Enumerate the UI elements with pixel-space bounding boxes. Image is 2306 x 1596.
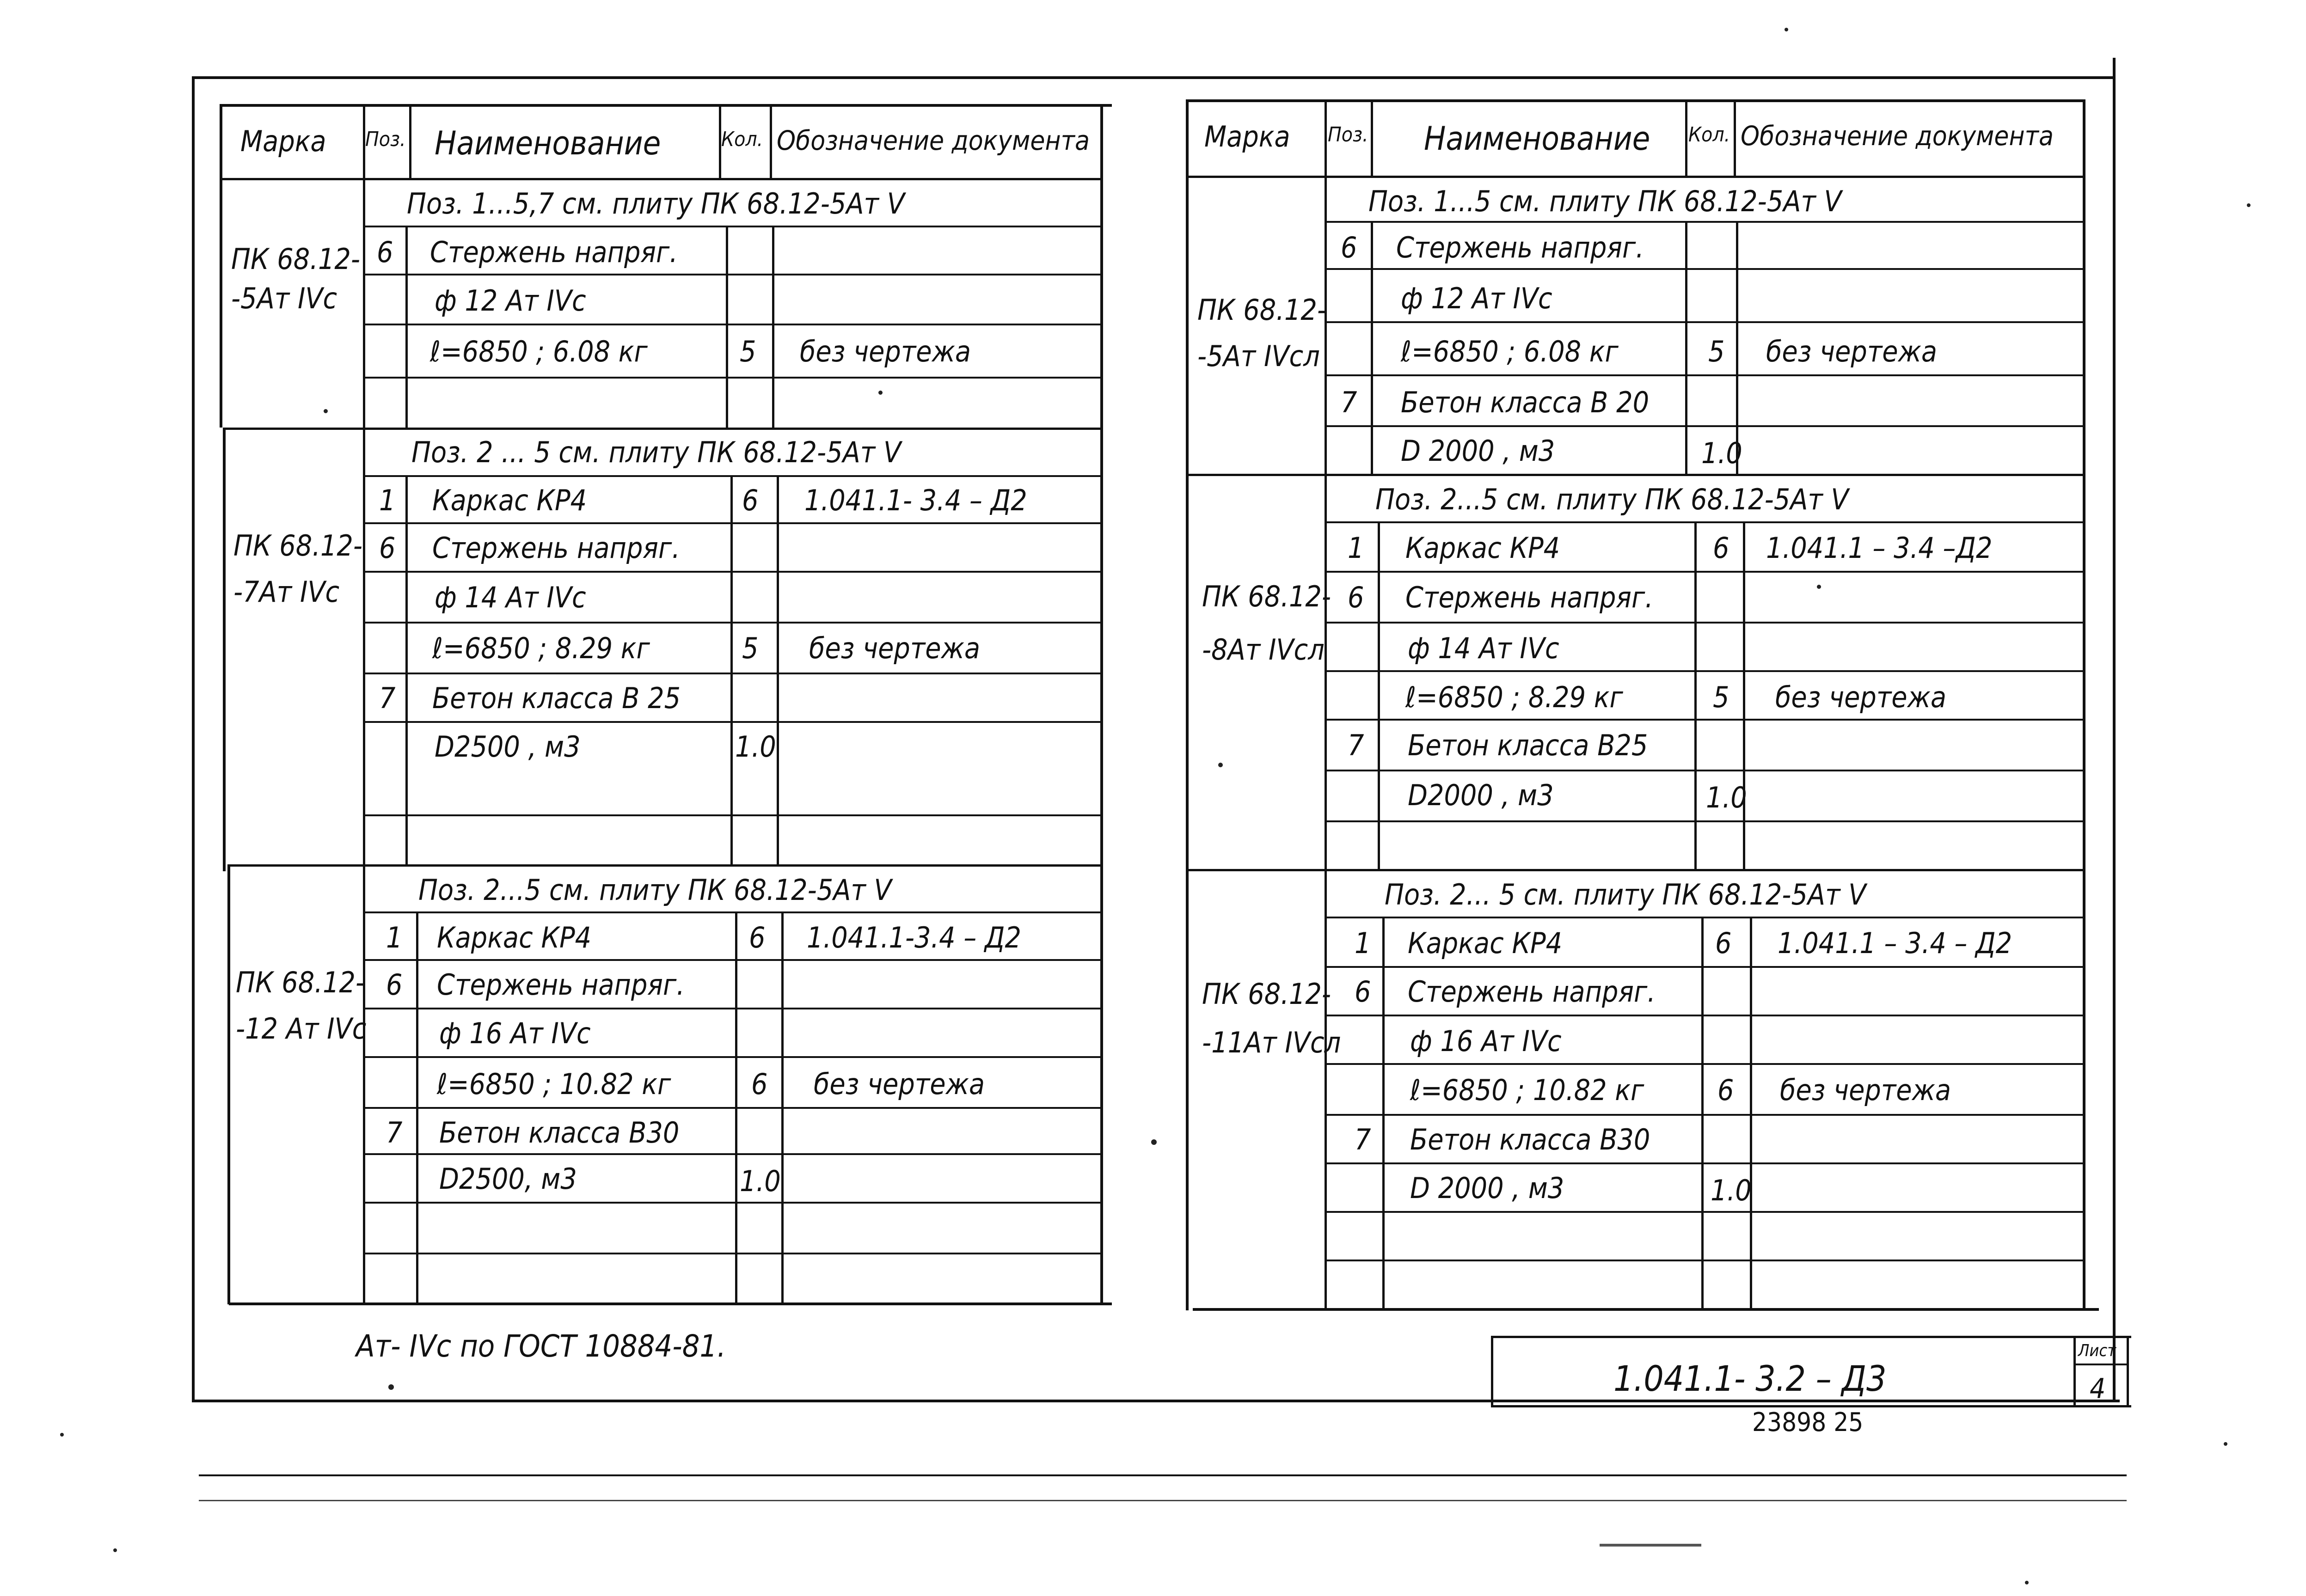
- right-g3-r6-qty: 1.0: [1711, 1174, 1752, 1207]
- left-g3-r2-name: Стержень напряг.: [437, 968, 685, 1002]
- right-g2-r1-name: Каркас КР4: [1405, 531, 1560, 565]
- right-g1-r3-qty: 5: [1708, 335, 1725, 368]
- right-g3-r3-name: ф 16 Ат IVс: [1410, 1024, 1562, 1058]
- scan-mark: [1600, 1544, 1701, 1547]
- left-header-pos: Поз.: [365, 128, 406, 151]
- left-g3-r4-qty: 6: [751, 1067, 768, 1101]
- right-g3-r1-name: Каркас КР4: [1408, 926, 1563, 960]
- left-g2-r5-name: Бетон класса В 25: [432, 681, 681, 715]
- left-g3-r6-name: D2500, м3: [439, 1162, 577, 1196]
- left-g3-r1-qty: 6: [749, 921, 766, 954]
- right-header-mark: Марка: [1204, 120, 1290, 153]
- left-g1-r1-pos: 6: [377, 235, 393, 269]
- left-g1-r2-name: ф 12 Ат IVс: [435, 284, 586, 318]
- left-g1-r3-doc: без чертежа: [800, 335, 971, 368]
- speck: [388, 1384, 394, 1390]
- left-g2-r1-pos: 1: [379, 483, 396, 517]
- frame-bottom: [192, 1400, 2120, 1402]
- speck: [324, 409, 328, 413]
- right-g2-mark-line1: ПК 68.12-: [1202, 580, 1331, 613]
- right-g2-r4-doc: без чертежа: [1775, 680, 1947, 714]
- right-header-doc: Обозначение документа: [1741, 120, 2054, 152]
- right-g1-r3-name: ℓ=6850 ; 6.08 кг: [1401, 335, 1619, 368]
- left-g2-r4-qty: 5: [742, 631, 759, 665]
- left-g2-r1-doc: 1.041.1- 3.4 – Д2: [804, 483, 1027, 517]
- speck: [1151, 1139, 1157, 1145]
- speck: [2224, 1442, 2227, 1446]
- right-g2-r2-name: Стержень напряг.: [1405, 581, 1653, 614]
- left-g3-r4-doc: без чертежа: [814, 1067, 985, 1101]
- right-g1-r4-name: Бетон класса В 20: [1401, 385, 1650, 419]
- speck: [1785, 28, 1788, 31]
- frame-top: [192, 76, 2115, 79]
- left-g2-r2-pos: 6: [379, 531, 396, 565]
- right-g1-r5-name: D 2000 , м3: [1401, 434, 1555, 468]
- left-header-mark: Марка: [240, 124, 326, 158]
- right-g1-r5-qty: 1.0: [1701, 436, 1742, 470]
- left-g2-ref: Поз. 2 ... 5 см. плиту ПК 68.12-5Ат V: [411, 435, 902, 469]
- right-g3-r4-name: ℓ=6850 ; 10.82 кг: [1410, 1073, 1644, 1107]
- right-g2-r1-pos: 1: [1348, 531, 1364, 565]
- right-g3-r4-qty: 6: [1717, 1073, 1734, 1107]
- right-header-name: Наименование: [1424, 120, 1650, 158]
- left-g2-r4-doc: без чертежа: [809, 631, 981, 665]
- left-g2-mark-line2: -7Ат IVс: [233, 575, 340, 609]
- right-g2-r4-qty: 5: [1713, 680, 1730, 714]
- speck: [1817, 585, 1821, 589]
- right-g2-r3-name: ф 14 Ат IVс: [1408, 631, 1559, 665]
- right-g2-ref: Поз. 2...5 см. плиту ПК 68.12-5Ат V: [1375, 483, 1849, 516]
- right-g3-r4-doc: без чертежа: [1780, 1073, 1951, 1107]
- left-g3-r4-name: ℓ=6850 ; 10.82 кг: [437, 1067, 671, 1101]
- left-g2-r4-name: ℓ=6850 ; 8.29 кг: [432, 631, 650, 665]
- right-g1-mark-line2: -5Ат IVсл: [1197, 339, 1320, 373]
- right-g3-mark-line2: -11Ат IVсл: [1202, 1026, 1341, 1059]
- right-g3-r1-qty: 6: [1715, 926, 1732, 960]
- right-g1-r1-pos: 6: [1341, 231, 1357, 264]
- left-g1-r3-qty: 5: [740, 335, 756, 368]
- right-g1-r3-doc: без чертежа: [1766, 335, 1938, 368]
- right-header-pos: Поз.: [1328, 123, 1368, 147]
- left-g3-r3-name: ф 16 Ат IVс: [439, 1016, 591, 1050]
- sheet-label: Лист: [2078, 1341, 2116, 1360]
- left-g2-r1-qty: 6: [742, 483, 759, 517]
- right-g3-r2-pos: 6: [1355, 975, 1371, 1009]
- left-g3-mark-line1: ПК 68.12-: [236, 966, 365, 999]
- left-g3-mark-line2: -12 Ат IVс: [236, 1012, 367, 1046]
- right-header-qty: Кол.: [1688, 123, 1730, 147]
- left-g1-r1-name: Стержень напряг.: [430, 235, 678, 269]
- left-header-doc: Обозначение документа: [777, 125, 1090, 156]
- right-g3-mark-line1: ПК 68.12-: [1202, 977, 1331, 1011]
- right-g3-r1-doc: 1.041.1 – 3.4 – Д2: [1778, 926, 2012, 960]
- left-header-qty: Кол.: [721, 128, 763, 151]
- document-code: 1.041.1- 3.2 – Д3: [1613, 1358, 1887, 1399]
- left-g2-r1-name: Каркас КР4: [432, 483, 587, 517]
- bottom-rule-1: [199, 1474, 2127, 1476]
- left-g3-r1-name: Каркас КР4: [437, 921, 592, 954]
- speck: [878, 391, 883, 395]
- speck: [60, 1433, 64, 1437]
- left-g3-r5-pos: 7: [386, 1116, 403, 1150]
- right-g1-mark-line1: ПК 68.12-: [1197, 293, 1327, 327]
- left-g2-r6-name: D2500 , м3: [435, 730, 581, 764]
- right-g3-r2-name: Стержень напряг.: [1408, 975, 1656, 1009]
- right-g2-mark-line2: -8Ат IVсл: [1202, 633, 1325, 667]
- right-g1-r4-pos: 7: [1341, 385, 1357, 419]
- bottom-rule-2: [199, 1500, 2127, 1501]
- speck: [1218, 763, 1223, 767]
- left-g2-mark-line1: ПК 68.12-: [233, 529, 363, 563]
- left-g3-ref: Поз. 2...5 см. плиту ПК 68.12-5Ат V: [418, 873, 892, 907]
- right-g2-r6-name: D2000 , м3: [1408, 778, 1554, 812]
- left-g1-r3-name: ℓ=6850 ; 6.08 кг: [430, 335, 648, 368]
- right-g1-r1-name: Стержень напряг.: [1396, 231, 1644, 264]
- archive-number: 23898 25: [1752, 1407, 1864, 1437]
- right-g2-r1-doc: 1.041.1 – 3.4 –Д2: [1766, 531, 1993, 565]
- left-g1-mark-line2: -5Ат IVс: [231, 281, 337, 315]
- left-g1-mark-line1: ПК 68.12-: [231, 242, 361, 276]
- right-g2-r5-pos: 7: [1348, 728, 1364, 762]
- right-g1-ref: Поз. 1...5 см. плиту ПК 68.12-5Ат V: [1368, 184, 1842, 218]
- left-g3-r5-name: Бетон класса В30: [439, 1116, 680, 1150]
- right-g2-r2-pos: 6: [1348, 581, 1364, 614]
- left-g2-r5-pos: 7: [379, 681, 396, 715]
- left-g3-r6-qty: 1.0: [740, 1164, 781, 1198]
- right-g2-r6-qty: 1.0: [1706, 781, 1747, 814]
- right-g3-r6-name: D 2000 , м3: [1410, 1171, 1564, 1205]
- left-g2-r3-name: ф 14 Ат IVс: [435, 581, 586, 614]
- left-g2-r2-name: Стержень напряг.: [432, 531, 680, 565]
- footnote: Ат- IVс по ГОСТ 10884-81.: [356, 1328, 726, 1364]
- left-g3-r1-doc: 1.041.1-3.4 – Д2: [807, 921, 1022, 954]
- frame-right: [2113, 58, 2116, 1400]
- left-g2-r6-qty: 1.0: [735, 730, 776, 764]
- right-g3-r5-pos: 7: [1355, 1123, 1371, 1156]
- right-g1-r2-name: ф 12 Ат IVс: [1401, 281, 1552, 315]
- sheet-number: 4: [2090, 1373, 2106, 1405]
- left-g3-r2-pos: 6: [386, 968, 403, 1002]
- right-g3-r1-pos: 1: [1355, 926, 1371, 960]
- right-g2-r4-name: ℓ=6850 ; 8.29 кг: [1405, 680, 1623, 714]
- speck: [2025, 1581, 2029, 1584]
- speck: [2247, 203, 2251, 207]
- frame-left: [192, 76, 195, 1400]
- speck: [113, 1548, 117, 1552]
- right-g3-ref: Поз. 2... 5 см. плиту ПК 68.12-5Ат V: [1385, 878, 1866, 911]
- right-g2-r1-qty: 6: [1713, 531, 1730, 565]
- left-g1-ref: Поз. 1...5,7 см. плиту ПК 68.12-5Ат V: [407, 187, 905, 220]
- right-g3-r5-name: Бетон класса В30: [1410, 1123, 1650, 1156]
- right-g2-r5-name: Бетон класса В25: [1408, 728, 1648, 762]
- left-header-name: Наименование: [435, 124, 661, 162]
- left-g3-r1-pos: 1: [386, 921, 403, 954]
